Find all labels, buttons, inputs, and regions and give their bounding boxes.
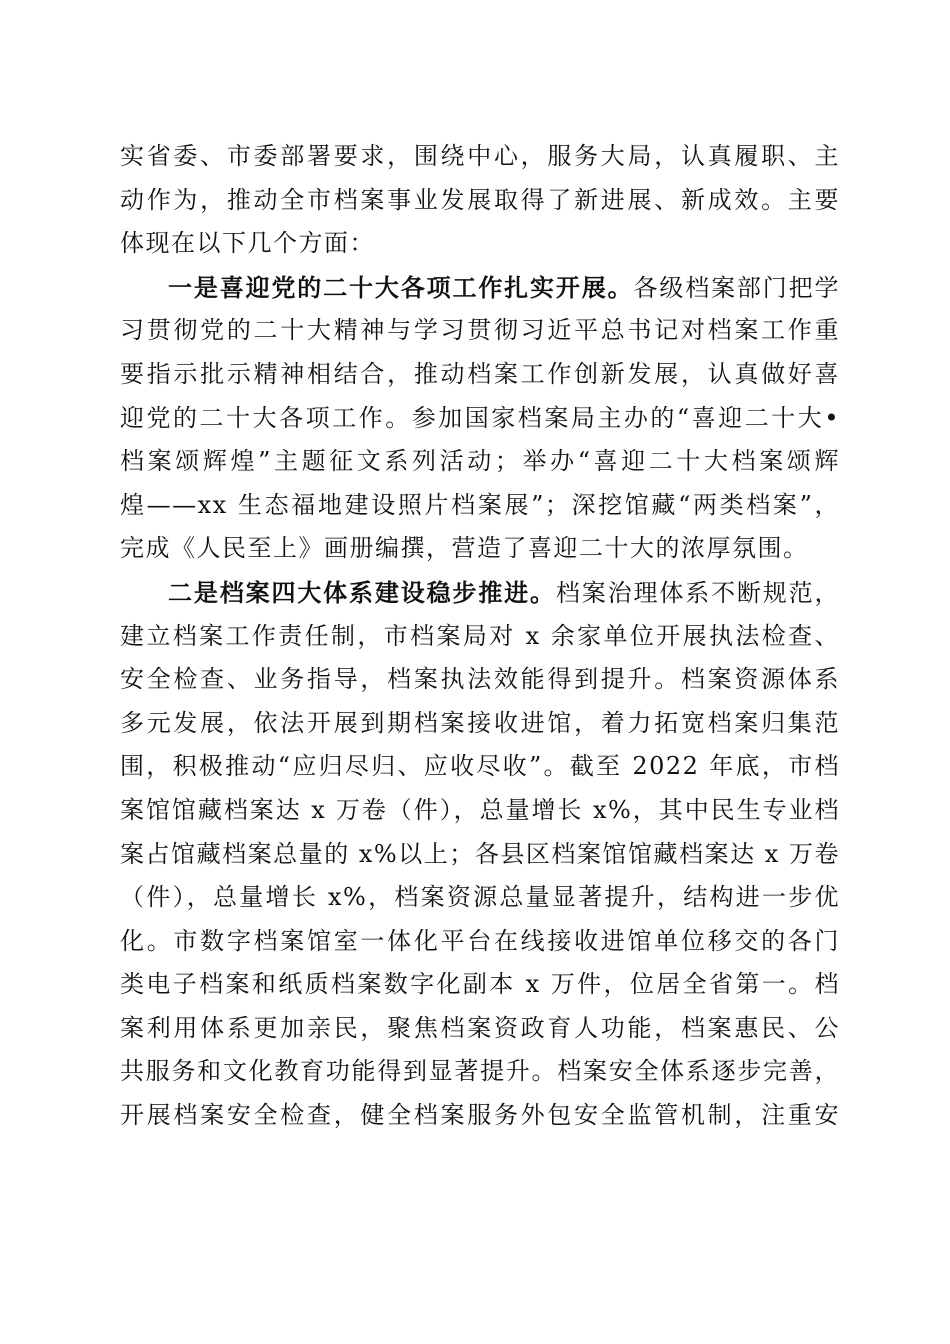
text-line: 围，积极推动“应归尽归、应收尽收”。截至 2022 年底，市档 <box>120 752 840 781</box>
text-line: 多元发展，依法开展到期档案接收进馆，着力拓宽档案归集范 <box>120 708 840 737</box>
text-line: 煌——xx 生态福地建设照片档案展”；深挖馆藏“两类档案”， <box>120 490 840 519</box>
text-span: 档案治理体系不断规范， <box>555 578 841 607</box>
text-line: 档案颂辉煌”主题征文系列活动；举办“喜迎二十大档案颂辉 <box>120 447 840 476</box>
text-line: 安全检查、业务指导，档案执法效能得到提升。档案资源体系 <box>120 665 840 694</box>
text-line: 案利用体系更加亲民，聚焦档案资政育人功能，档案惠民、公 <box>120 1013 840 1042</box>
text-line: 完成《人民至上》画册编撰，营造了喜迎二十大的浓厚氛围。 <box>120 534 809 563</box>
text-line: 类电子档案和纸质档案数字化副本 x 万件，位居全省第一。档 <box>120 970 840 999</box>
text-line: 体现在以下几个方面： <box>120 229 375 258</box>
text-line: （件），总量增长 x%，档案资源总量显著提升，结构进一步优 <box>120 883 840 912</box>
text-line: 案馆馆藏档案达 x 万卷（件），总量增长 x%，其中民生专业档 <box>120 795 840 824</box>
text-line: 建立档案工作责任制，市档案局对 x 余家单位开展执法检查、 <box>120 621 840 650</box>
text-line: 迎党的二十大各项工作。参加国家档案局主办的“喜迎二十大• <box>120 403 840 432</box>
paragraph-continued <box>120 135 840 266</box>
text-line: 共服务和文化教育功能得到显著提升。档案安全体系逐步完善， <box>120 1057 840 1086</box>
document-body <box>120 135 840 1138</box>
text-line <box>120 571 840 615</box>
paragraph-section-one <box>120 266 840 571</box>
text-line: 化。市数字档案馆室一体化平台在线接收进馆单位移交的各门 <box>120 926 840 955</box>
text-line: 要指示批示精神相结合，推动档案工作创新发展，认真做好喜 <box>120 359 840 388</box>
section-heading: 二是档案四大体系建设稳步推进。 <box>168 577 556 607</box>
section-heading: 一是喜迎党的二十大各项工作扎实开展。 <box>168 272 634 302</box>
text-line: 开展档案安全检查，健全档案服务外包安全监管机制，注重安 <box>120 1101 840 1130</box>
text-line: 实省委、市委部署要求，围绕中心，服务大局，认真履职、主 <box>120 142 840 170</box>
text-line <box>120 266 840 310</box>
text-line: 动作为，推动全市档案事业发展取得了新进展、新成效。主要 <box>120 185 840 214</box>
text-span: 各级档案部门把学 <box>633 273 841 302</box>
text-line: 案占馆藏档案总量的 x%以上；各县区档案馆馆藏档案达 x 万卷 <box>120 839 840 868</box>
text-line: 习贯彻党的二十大精神与学习贯彻习近平总书记对档案工作重 <box>120 316 840 345</box>
paragraph-section-two <box>120 571 840 1138</box>
